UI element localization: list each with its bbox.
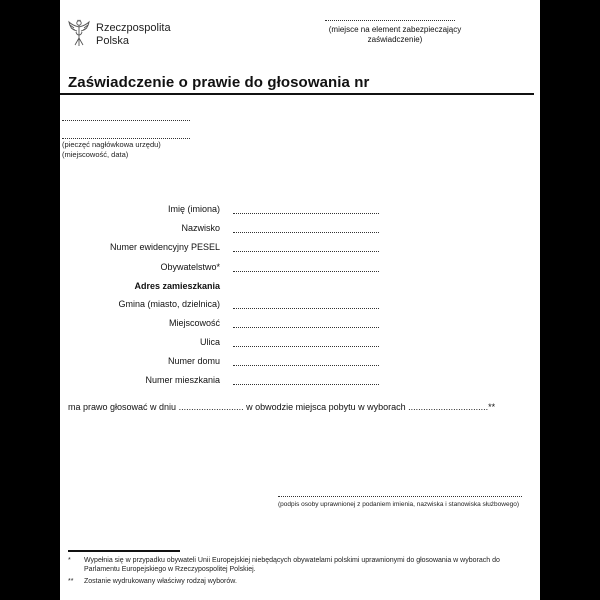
field-input-line[interactable] [233, 356, 379, 366]
stamp-label-line-2: (miejscowość, data) [62, 150, 129, 159]
document-title: Zaświadczenie o prawie do głosowania nr [68, 74, 370, 91]
field-input-line[interactable] [233, 204, 379, 214]
footnote-mark: * [68, 557, 71, 564]
vote-suffix: ** [488, 402, 496, 412]
field-input-line[interactable] [233, 299, 379, 309]
footnote [68, 556, 514, 574]
vote-text-2: w obwodzie miejsca pobytu w wyborach [243, 402, 409, 412]
field-input-line[interactable] [233, 262, 379, 272]
field-label: Numer mieszkania [145, 375, 220, 385]
vote-statement [68, 402, 495, 412]
field-input-line[interactable] [233, 318, 379, 328]
logo-line-2: Polska [96, 35, 130, 47]
signature-label: (podpis osoby uprawnionej z podaniem imienia, nazwiska i stanowiska służbowego) [278, 501, 519, 508]
footnote [68, 577, 514, 586]
document-page [60, 0, 540, 600]
logo-text [96, 22, 171, 48]
security-element-label [315, 25, 475, 45]
logo-line-1: Rzeczpospolita [96, 22, 171, 34]
stamp-dotted-line [62, 120, 190, 121]
security-label-line-2: zaświadczenie) [367, 35, 423, 44]
vote-election-dots[interactable]: ................................ [408, 402, 489, 412]
footnote-mark: ** [68, 578, 74, 585]
polish-eagle-emblem-icon [68, 18, 90, 48]
field-label: Imię (imiona) [167, 204, 220, 214]
place-date-dotted-line [62, 138, 190, 139]
signature-dotted-line[interactable] [278, 496, 522, 497]
security-label-line-1: (miejsce na element zabezpieczający [328, 25, 462, 34]
field-label: Obywatelstwo* [160, 262, 220, 272]
security-element-dotted-line [325, 20, 455, 21]
field-label: Numer domu [167, 356, 220, 366]
footnote-rule [68, 550, 180, 552]
stamp-label-line-1: (pieczęć nagłówkowa urzędu) [62, 140, 161, 149]
field-label: Nazwisko [181, 223, 220, 233]
footnote-text: Zostanie wydrukowany właściwy rodzaj wyborów. [84, 578, 237, 585]
field-label: Numer ewidencyjny PESEL [109, 242, 220, 252]
title-rule [60, 93, 534, 95]
field-input-line[interactable] [233, 375, 379, 385]
field-input-line[interactable] [233, 242, 379, 252]
vote-text-1: ma prawo głosować w dniu [68, 402, 179, 412]
field-label: Adres zamieszkania [134, 281, 220, 291]
field-label: Ulica [199, 337, 220, 347]
field-input-line[interactable] [233, 223, 379, 233]
field-label: Miejscowość [168, 318, 220, 328]
footnote-text: Wypełnia się w przypadku obywateli Unii Europejskiej niebędących obywatelami polskimi uprawnionymi do głosowania w wyborach do Parlamentu Europejskiego w Rzeczypospolitej Polskiej. [84, 557, 500, 573]
field-input-line[interactable] [233, 337, 379, 347]
stamp-label [62, 140, 161, 160]
field-label: Gmina (miasto, dzielnica) [118, 299, 220, 309]
vote-date-dots[interactable]: .......................... [178, 402, 244, 412]
